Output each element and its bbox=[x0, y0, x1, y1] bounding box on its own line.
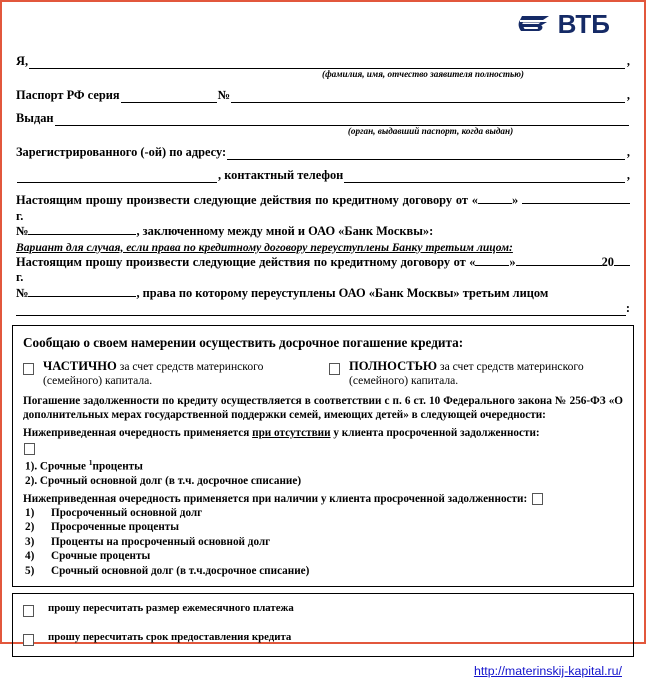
request-p1-text-a: Настоящим прошу произвести следующие действия по кредитному договору от « bbox=[16, 193, 478, 207]
request-p2-month-input[interactable] bbox=[516, 265, 602, 266]
request-p2-text-f: , права по которому переуступлены ОАО «Банк Москвы» третьим лицом bbox=[136, 285, 549, 300]
order-present-heading-text bbox=[23, 492, 527, 506]
order-absent-text-a: Нижеприведенная очередность применяется bbox=[23, 427, 253, 439]
order-present-item-1-text: Просроченный основной долг bbox=[51, 506, 203, 519]
order-present-item-4-number: 4) bbox=[25, 550, 35, 563]
vtb-logo-icon bbox=[518, 11, 552, 37]
order-present-item-5 bbox=[25, 564, 623, 579]
applicant-form bbox=[12, 53, 634, 183]
option-partial-label bbox=[43, 360, 323, 387]
request-paragraph-1 bbox=[16, 193, 630, 224]
checkbox-order-present[interactable] bbox=[532, 493, 543, 505]
order-present-item-2-number: 2) bbox=[25, 521, 35, 534]
field-address-comma: , bbox=[626, 145, 630, 159]
order-present-item-3-number: 3) bbox=[25, 535, 35, 548]
intent-options bbox=[23, 360, 623, 387]
request-p2-assignee-input[interactable] bbox=[16, 303, 626, 316]
order-absent-item-1-number: 1). bbox=[25, 460, 38, 473]
field-fullname-input[interactable] bbox=[29, 55, 625, 69]
request-p1-text-e: , заключенному между мной и ОАО «Банк Москвы»: bbox=[136, 224, 434, 238]
order-present-item-1 bbox=[25, 506, 623, 521]
order-present-item-4-text: Срочные проценты bbox=[51, 550, 151, 563]
order-absent-emphasis: при отсутствии bbox=[252, 427, 331, 439]
field-passport-number-label: № bbox=[217, 88, 231, 102]
field-address bbox=[16, 144, 630, 160]
field-phone-comma: , bbox=[626, 168, 630, 182]
request-p1-text-c: г. bbox=[16, 208, 24, 223]
checkbox-recalc-term[interactable] bbox=[23, 634, 34, 646]
checkbox-partial[interactable] bbox=[23, 363, 34, 375]
field-issued-label: Выдан bbox=[16, 111, 54, 125]
request-section bbox=[12, 193, 634, 316]
checkbox-recalc-payment[interactable] bbox=[23, 605, 34, 617]
request-p2-text-a: Настоящим прошу произвести следующие действия по кредитному договору от « bbox=[16, 254, 476, 269]
request-p1-day-input[interactable] bbox=[478, 203, 512, 204]
request-p2-day-input[interactable] bbox=[475, 265, 509, 266]
field-phone-input[interactable] bbox=[344, 169, 625, 183]
order-present-emphasis: при наличии bbox=[252, 492, 319, 505]
variant-note: Вариант для случая, если права по кредитному договору переуступлены Банку третьим лицом: bbox=[16, 240, 513, 254]
request-p1-number-input[interactable] bbox=[28, 234, 136, 235]
order-present-text-a: Нижеприведенная очередность применяется bbox=[23, 492, 253, 505]
order-present-text-b: у клиента просроченной задолженности: bbox=[318, 492, 528, 505]
field-issued-input[interactable] bbox=[55, 112, 629, 126]
order-absent-text-b: у клиента просроченной задолженности: bbox=[330, 427, 540, 439]
field-passport-series-input[interactable] bbox=[121, 89, 217, 103]
order-absent-heading bbox=[23, 426, 623, 440]
legal-text: Погашение задолженности по кредиту осуществляется в соответствии с п. 6 ст. 10 Федерального закона № 256-ФЗ «О дополнительных мерах государственной поддержки семей, имеющих детей» в следующей очередности: bbox=[23, 395, 623, 421]
request-paragraph-2-line3 bbox=[16, 301, 630, 316]
option-full-label bbox=[349, 360, 623, 387]
order-present-heading bbox=[23, 492, 623, 506]
order-absent-item-2-text: Срочный основной долг (в т.ч. досрочное списание) bbox=[39, 475, 302, 488]
field-fullname-comma: , bbox=[626, 54, 630, 68]
order-absent-item-2-number: 2). bbox=[25, 475, 38, 488]
request-p2-text-d: г. bbox=[16, 270, 24, 284]
request-p2-number-label: № bbox=[16, 285, 29, 300]
vtb-logo-text: ВТБ bbox=[557, 9, 610, 39]
field-address-label: Зарегистрированного (-ой) по адресу: bbox=[16, 145, 227, 159]
option-full-rest: за счет средств материнского (семейного) капитала. bbox=[349, 360, 584, 387]
field-address-input[interactable] bbox=[227, 146, 625, 160]
intent-box-title: Сообщаю о своем намерении осуществить досрочное погашение кредита: bbox=[23, 335, 464, 350]
field-phone-label: , контактный телефон bbox=[218, 168, 344, 182]
caption-fullname: (фамилия, имя, отчество заявителя полностью) bbox=[322, 69, 524, 79]
request-p1-month-input[interactable] bbox=[522, 203, 630, 204]
request-p2-year-input[interactable] bbox=[614, 265, 630, 266]
checkbox-order-absent[interactable] bbox=[24, 443, 35, 455]
option-partial[interactable] bbox=[23, 360, 323, 387]
request-p2-colon: : bbox=[625, 301, 630, 315]
option-full[interactable] bbox=[323, 360, 623, 387]
vtb-logo bbox=[518, 11, 610, 37]
field-phone bbox=[16, 167, 630, 183]
field-passport-label: Паспорт РФ серия bbox=[16, 88, 120, 102]
request-paragraph-2-line2 bbox=[16, 286, 630, 302]
request-p2-year-prefix: 20 bbox=[601, 254, 614, 269]
source-link[interactable]: http://materinskij-kapital.ru/ bbox=[473, 664, 622, 679]
order-present-item-5-number: 5) bbox=[25, 564, 35, 577]
footer bbox=[12, 657, 634, 680]
request-paragraph-2 bbox=[16, 255, 630, 286]
order-present-item-5-text: Срочный основной долг (в т.ч.досрочное списание) bbox=[51, 564, 310, 577]
request-paragraph-1-line2 bbox=[16, 224, 630, 240]
request-p2-text-b: » bbox=[509, 254, 516, 269]
field-passport-comma: , bbox=[626, 88, 630, 102]
order-present-item-3 bbox=[25, 535, 623, 550]
request-p1-number-label: № bbox=[16, 224, 29, 238]
brand-header bbox=[12, 2, 634, 46]
caption-issued: (орган, выдавший паспорт, когда выдан) bbox=[347, 126, 514, 136]
field-fullname-label: Я, bbox=[16, 54, 29, 68]
order-present-item-1-number: 1) bbox=[25, 506, 35, 519]
request-p1-text-b: » bbox=[512, 193, 523, 207]
request-p2-number-input[interactable] bbox=[28, 296, 136, 297]
order-absent-item-1-text2: проценты bbox=[92, 460, 143, 473]
recalc-option-payment-label: прошу пересчитать размер ежемесячного платежа bbox=[48, 602, 294, 615]
field-passport bbox=[16, 87, 630, 103]
field-passport-number-input[interactable] bbox=[231, 89, 625, 103]
field-fullname bbox=[16, 53, 630, 69]
order-absent-item-2 bbox=[25, 474, 623, 489]
recalc-option-term-label: прошу пересчитать срок предоставления кредита bbox=[48, 631, 292, 644]
order-absent-item-1-text: Срочные bbox=[39, 460, 89, 473]
field-issued bbox=[16, 110, 630, 126]
recalc-option-payment[interactable] bbox=[23, 602, 623, 617]
option-partial-rest: за счет средств материнского (семейного) капитала. bbox=[43, 360, 264, 387]
option-full-emphasis: ПОЛНОСТЬЮ bbox=[349, 359, 438, 373]
order-absent-item-1 bbox=[25, 456, 623, 474]
order-absent-item-1-footnote-marker: 1 bbox=[88, 458, 93, 467]
order-present-item-3-text: Проценты на просроченный основной долг bbox=[51, 535, 271, 548]
field-address-input-cont[interactable] bbox=[17, 169, 217, 183]
recalculation-box bbox=[12, 593, 634, 657]
intent-box bbox=[12, 325, 634, 587]
option-partial-emphasis: ЧАСТИЧНО bbox=[43, 359, 117, 373]
order-present-item-2 bbox=[25, 520, 623, 535]
order-present-item-2-text: Просроченные проценты bbox=[51, 521, 180, 534]
recalc-option-term[interactable] bbox=[23, 631, 623, 646]
checkbox-full[interactable] bbox=[329, 363, 340, 375]
order-present-item-4 bbox=[25, 549, 623, 564]
